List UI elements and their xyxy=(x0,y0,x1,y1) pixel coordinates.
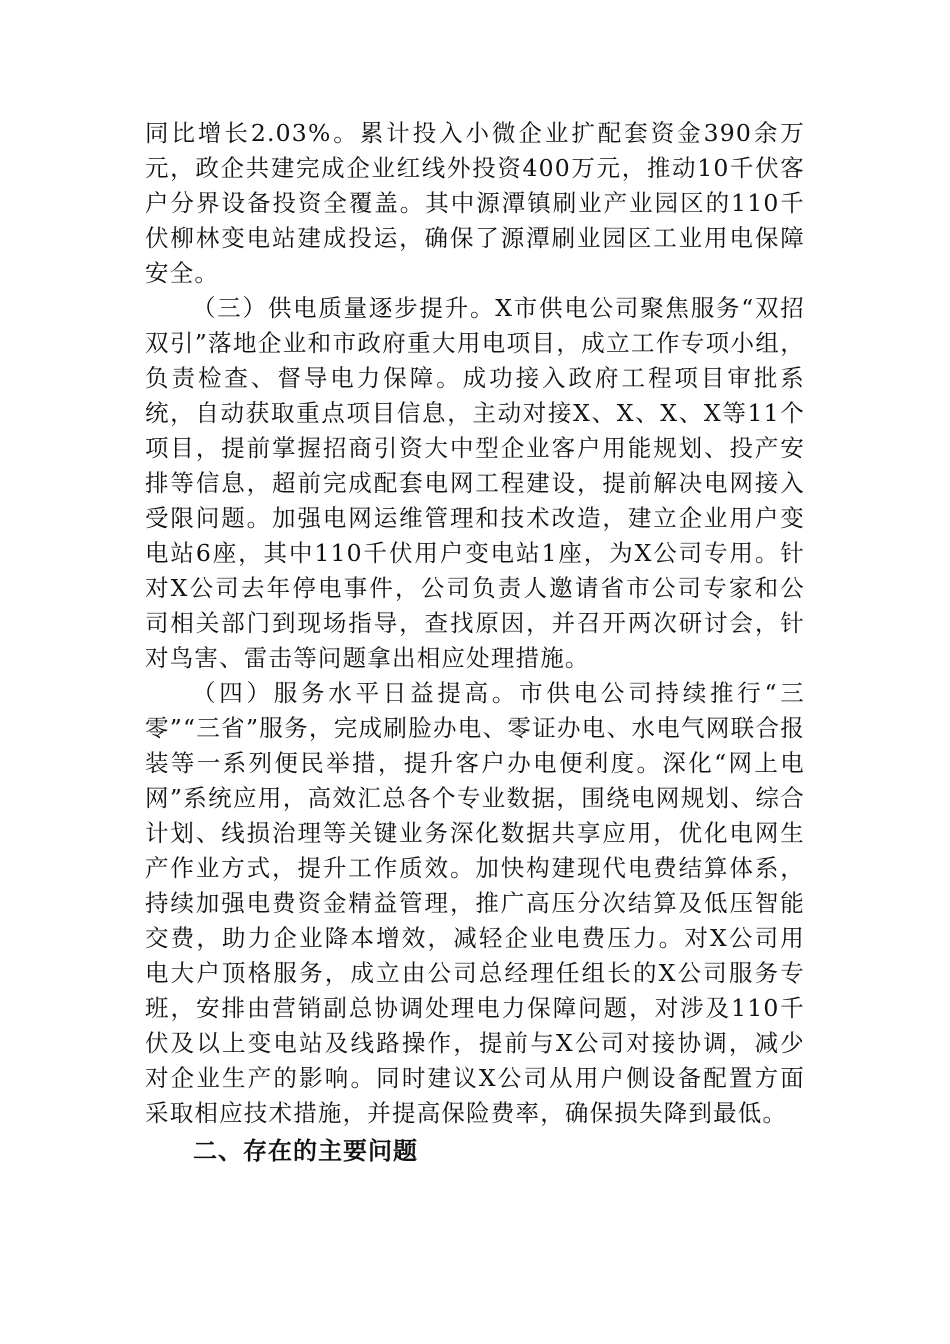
paragraph-continuation: 同比增长2.03%。累计投入小微企业扩配套资金390余万元，政企共建完成企业红线外投资400万元，推动10千伏客户分界设备投资全覆盖。其中源潭镇刷业产业园区的110千伏柳林变电站建成投运，确保了源潭刷业园区工业用电保障安全。 xyxy=(145,119,805,287)
paragraph-power-quality: （三）供电质量逐步提升。X市供电公司聚焦服务“双招双引”落地企业和市政府重大用电项目，成立工作专项小组，负责检查、督导电力保障。成功接入政府工程项目审批系统，自动获取重点项目信息，主动对接X、X、X、X等11个项目，提前掌握招商引资大中型企业客户用能规划、投产安排等信息，超前完成配套电网工程建设，提前解决电网接入受限问题。加强电网运维管理和技术改造，建立企业用户变电站6座，其中110千伏用户变电站1座，为X公司专用。针对X公司去年停电事件，公司负责人邀请省市公司专家和公司相关部门到现场指导，查找原因，并召开两次研讨会，针对鸟害、雷击等问题拿出相应处理措施。 xyxy=(145,294,805,672)
section-heading: 二、存在的主要问题 xyxy=(193,1137,418,1165)
document-body xyxy=(145,116,805,1171)
paragraph-service-level: （四）服务水平日益提高。市供电公司持续推行“三零”“三省”服务，完成刷脸办电、零证办电、水电气网联合报装等一系列便民举措，提升客户办电便利度。深化“网上电网”系统应用，高效汇总各个专业数据，围绕电网规划、综合计划、线损治理等关键业务深化数据共享应用，优化电网生产作业方式，提升工作质效。加快构建现代电费结算体系，持续加强电费资金精益管理，推广高压分次结算及低压智能交费，助力企业降本增效，减轻企业电费压力。对X公司用电大户顶格服务，成立由公司总经理任组长的X公司服务专班，安排由营销副总协调处理电力保障问题，对涉及110千伏及以上变电站及线路操作，提前与X公司对接协调，减少对企业生产的影响。同时建议X公司从用户侧设备配置方面采取相应技术措施，并提高保险费率，确保损失降到最低。 xyxy=(145,679,805,1127)
